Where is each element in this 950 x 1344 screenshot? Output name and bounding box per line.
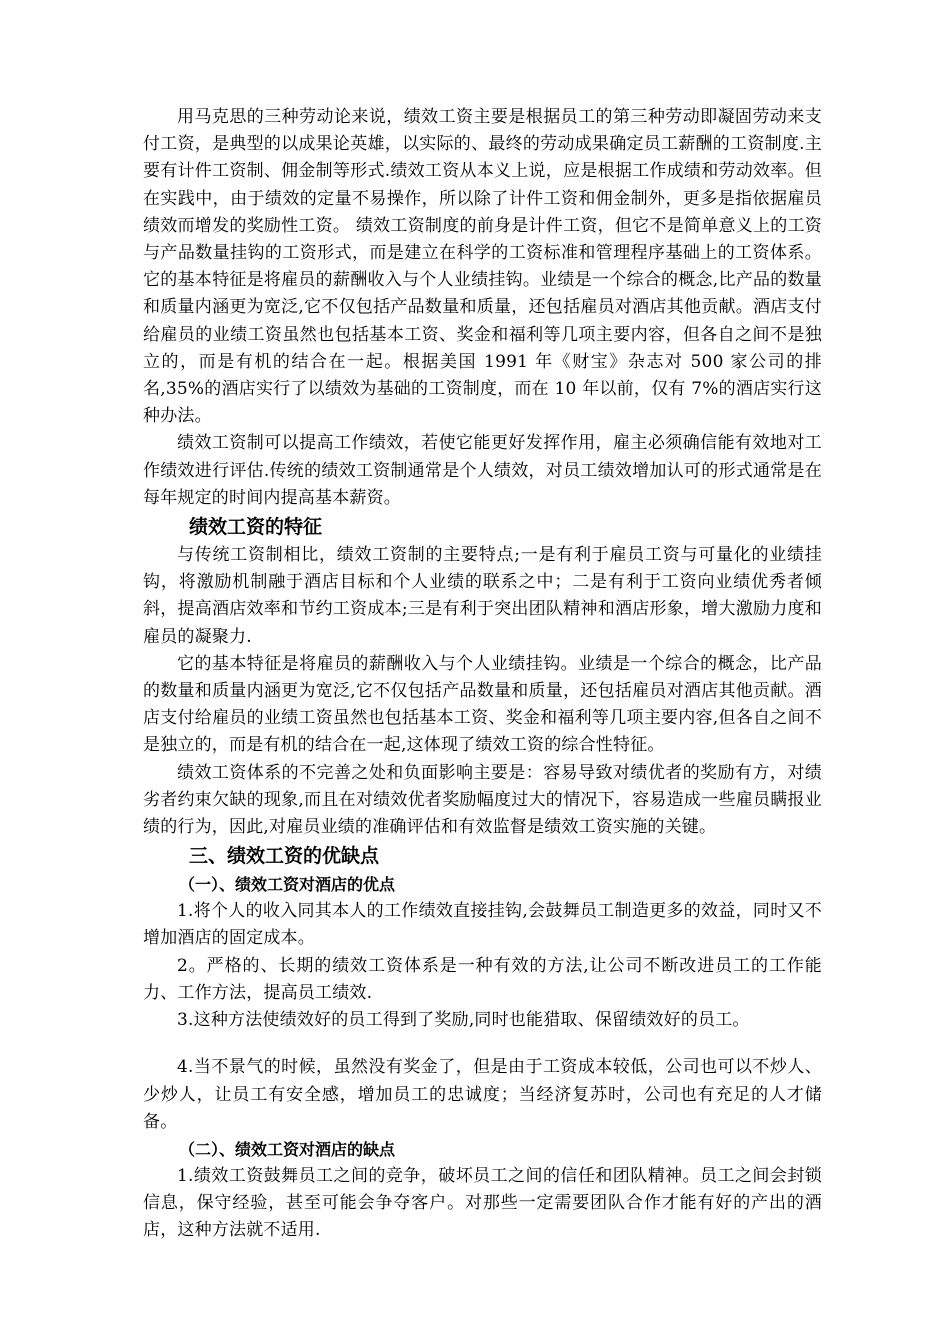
heading-features: 绩效工资的特征 — [189, 516, 323, 539]
paragraph-marx-theory: 用马克思的三种劳动论来说，绩效工资主要是根据员工的第三种劳动即凝固劳动来支付工资，是典型的以成果论英雄，以实际的、最终的劳动成果确定员工薪酬的工资制度.主要有计件工资制、佣金制等形式.绩效工资从本义上说，应是根据工作成绩和劳动效率。但在实践中，由于绩效的定量不易操作，所以除了计件工资和佣金制外，更多是指依据雇员绩效而增发的奖励性工资。 绩效工资制度的前身是计件工资，但它不是简单意义上的工资与产品数量挂钩的工资形式，而是建立在科学的工资标准和管理程序基础上的工资体系。它的基本特征是将雇员的薪酬收入与个人业绩挂钩。业绩是一个综合的概念,比产品的数量和质量内涵更为宽泛,它不仅包括产品数量和质量，还包括雇员对酒店其他贡献。酒店支付给雇员的业绩工资虽然也包括基本工资、奖金和福利等几项主要内容，但各自之间不是独立的，而是有机的结合在一起。根据美国 1991 年《财宝》杂志对 500 家公司的排名,35%的酒店实行了以绩效为基础的工资制度，而在 10 年以前，仅有 7%的酒店实行这种办法。 — [143, 107, 822, 427]
heading-disadvantages: （二）、绩效工资对酒店的缺点 — [179, 1139, 396, 1159]
paragraph-main-features: 与传统工资制相比，绩效工资制的主要特点;一是有利于雇员工资与可量化的业绩挂钩，将激励机制融于酒店目标和个人业绩的联系之中；二是有利于工资向业绩优秀者倾斜，提高酒店效率和节约工资成本;三是有利于突出团队精神和酒店形象，增大激励力度和雇员的凝聚力. — [143, 545, 822, 647]
disadvantage-item: 1.绩效工资鼓舞员工之间的竞争，破坏员工之间的信任和团队精神。员工之间会封锁信息，保守经验，甚至可能会争夺客户。对那些一定需要团队合作才能有好的产出的酒店，这种方法就不适用. — [143, 1165, 822, 1241]
paragraph-evaluation: 绩效工资制可以提高工作绩效，若使它能更好发挥作用，雇主必须确信能有效地对工作绩效进行评估.传统的绩效工资制通常是个人绩效，对员工绩效增加认可的形式通常是在每年规定的时间内提高基本薪资。 — [143, 433, 822, 508]
paragraph-basic-feature: 它的基本特征是将雇员的薪酬收入与个人业绩挂钩。业绩是一个综合的概念，比产品的数量和质量内涵更为宽泛,它不仅包括产品数量和质量，还包括雇员对酒店其他贡献。酒店支付给雇员的业绩工资虽然也包括基本工资、奖金和福利等几项主要内容,但各自之间不是独立的，而是有机的结合在一起,这体现了绩效工资的综合性特征。 — [143, 653, 822, 756]
advantage-item: 1.将个人的收入同其本人的工作绩效直接挂钩,会鼓舞员工制造更多的效益，同时又不增加酒店的固定成本。 — [143, 901, 822, 949]
heading-pros-cons: 三、绩效工资的优缺点 — [189, 845, 380, 868]
heading-advantages: （一）、绩效工资对酒店的优点 — [179, 875, 396, 895]
paragraph-negative-impact: 绩效工资体系的不完善之处和负面影响主要是：容易导致对绩优者的奖励有方，对绩劣者约束欠缺的现象,而且在对绩效优者奖励幅度过大的情况下，容易造成一些雇员瞒报业绩的行为，因此,对雇员业绩的准确评估和有效监督是绩效工资实施的关键。 — [143, 762, 822, 838]
advantage-item: 4.当不景气的时候，虽然没有奖金了，但是由于工资成本较低，公司也可以不炒人、少炒人，让员工有安全感，增加员工的忠诚度；当经济复苏时，公司也有充足的人才储备。 — [143, 1057, 822, 1132]
advantage-item: 3.这种方法使绩效好的员工得到了奖励,同时也能猎取、保留绩效好的员工。 — [177, 1010, 750, 1031]
document-body — [143, 104, 822, 1245]
advantage-item: 2。严格的、长期的绩效工资体系是一种有效的方法,让公司不断改进员工的工作能力、工作方法，提高员工绩效. — [143, 955, 822, 1003]
